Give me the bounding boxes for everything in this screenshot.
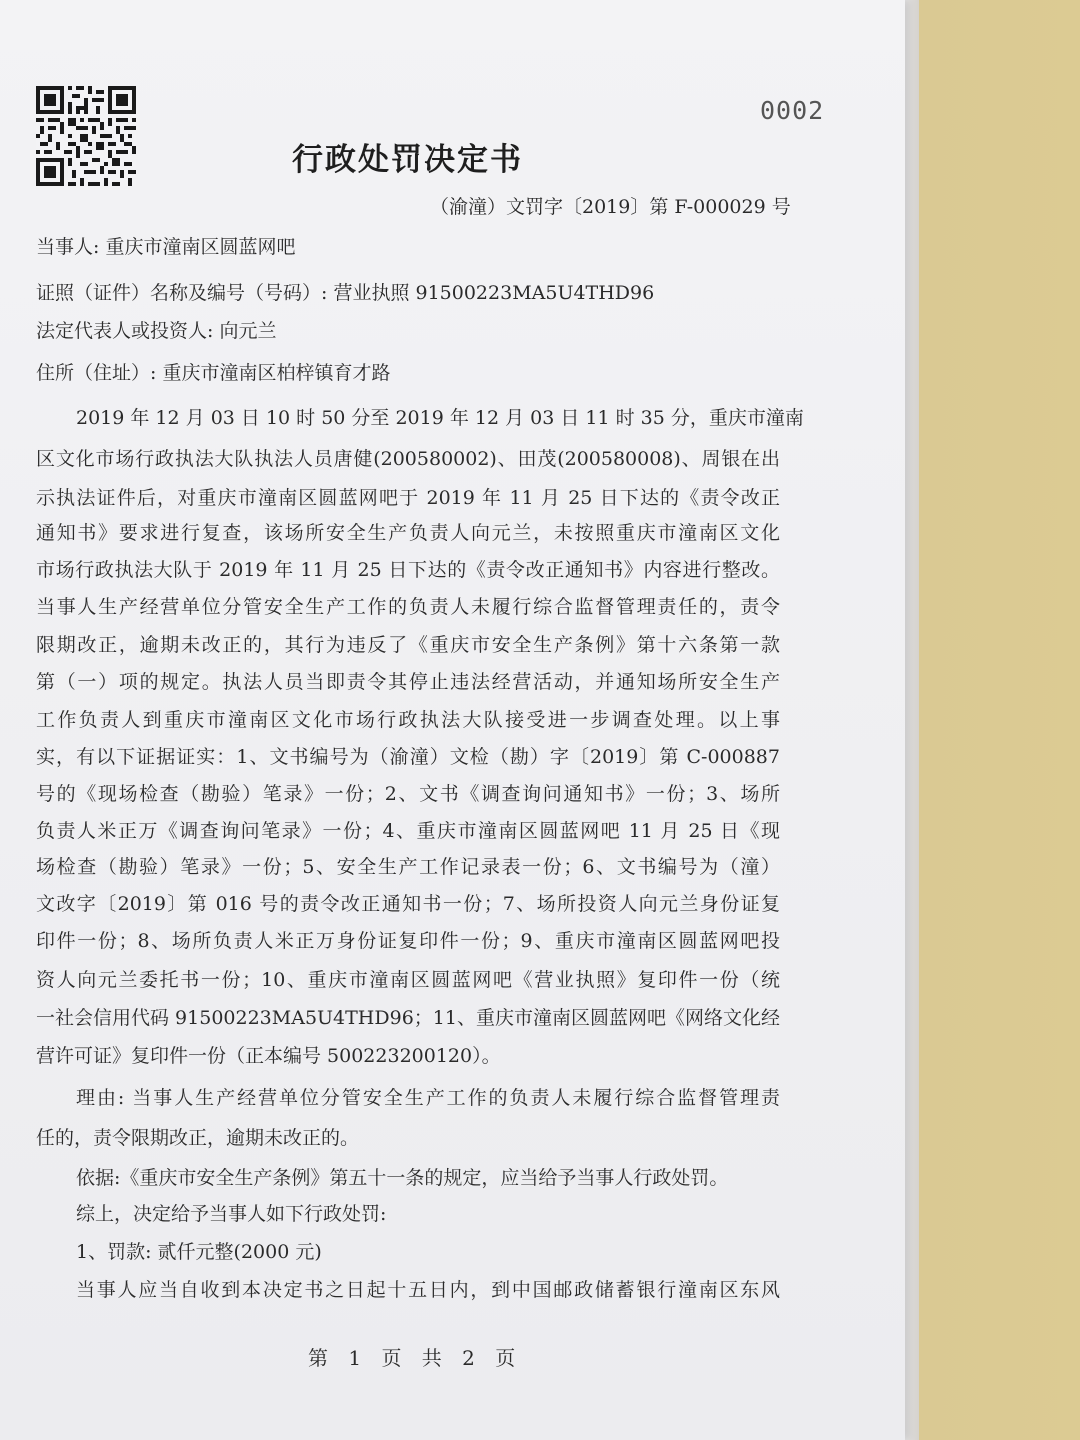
body-line: 当事人生产经营单位分管安全生产工作的负责人未履行综合监督管理责任的，责令 [36,596,780,618]
penalty-line: 1、罚款: 贰仟元整(2000 元) [76,1241,322,1263]
page-footer: 第 1 页 共 2 页 [308,1346,516,1370]
reason-line: 任的，责令限期改正，逾期未改正的。 [36,1127,360,1149]
body-line: 负责人米正万《调查询问笔录》一份；4、重庆市潼南区圆蓝网吧 11 月 25 日《现 [36,820,780,842]
body-line: 营许可证》复印件一份（正本编号 500223200120）。 [36,1045,501,1067]
conclusion-line: 综上，决定给予当事人如下行政处罚: [76,1203,387,1225]
body-line: 文改字〔2019〕第 016 号的责令改正通知书一份；7、场所投资人向元兰身份证复 [36,893,780,915]
body-line: 工作负责人到重庆市潼南区文化市场行政执法大队接受进一步调查处理。以上事 [36,709,780,731]
license-field: 证照（证件）名称及编号（号码）: 营业执照 91500223MA5U4THD96 [36,282,655,304]
document-number: 0002 [760,96,825,125]
body-line: 印件一份；8、场所负责人米正万身份证复印件一份；9、重庆市潼南区圆蓝网吧投 [36,930,780,952]
body-line: 2019 年 12 月 03 日 10 时 50 分至 2019 年 12 月 03 日 11 时 35 分，重庆市潼南 [76,407,804,429]
reason-line: 理由: 当事人生产经营单位分管安全生产工作的负责人未履行综合监督管理责 [76,1087,780,1109]
payment-line: 当事人应当自收到本决定书之日起十五日内，到中国邮政储蓄银行潼南区东风 [76,1279,780,1301]
basis-line: 依据:《重庆市安全生产条例》第五十一条的规定，应当给予当事人行政处罚。 [76,1167,729,1189]
case-number: （渝潼）文罚字〔2019〕第 F-000029 号 [430,196,791,218]
body-line: 实，有以下证据证实：1、文书编号为（渝潼）文检（勘）字〔2019〕第 C-000887 [36,746,780,768]
body-line: 区文化市场行政执法大队执法人员唐健(200580002)、田茂(200580008)、周银在出 [36,448,780,470]
body-line: 场检查（勘验）笔录》一份；5、安全生产工作记录表一份；6、文书编号为（潼） [36,856,780,878]
body-line: 资人向元兰委托书一份；10、重庆市潼南区圆蓝网吧《营业执照》复印件一份（统 [36,969,780,991]
body-line: 一社会信用代码 91500223MA5U4THD96；11、重庆市潼南区圆蓝网吧《网络文化经 [36,1007,780,1029]
body-line: 第（一）项的规定。执法人员当即责令其停止违法经营活动，并通知场所安全生产 [36,671,780,693]
representative-field: 法定代表人或投资人: 向元兰 [36,320,277,342]
body-line: 通知书》要求进行复查，该场所安全生产负责人向元兰，未按照重庆市潼南区文化 [36,522,780,544]
page-edge [905,0,919,1440]
qr-code [36,86,136,186]
body-line: 示执法证件后，对重庆市潼南区圆蓝网吧于 2019 年 11 月 25 日下达的《责令改正 [36,487,780,509]
body-line: 市场行政执法大队于 2019 年 11 月 25 日下达的《责令改正通知书》内容进行整改。 [36,559,780,581]
party-field: 当事人: 重庆市潼南区圆蓝网吧 [36,236,296,258]
document-title: 行政处罚决定书 [292,142,523,178]
address-field: 住所（住址）: 重庆市潼南区柏梓镇育才路 [36,362,391,384]
body-line: 号的《现场检查（勘验）笔录》一份；2、文书《调查询问通知书》一份；3、场所 [36,783,780,805]
body-line: 限期改正，逾期未改正的，其行为违反了《重庆市安全生产条例》第十六条第一款 [36,634,780,656]
